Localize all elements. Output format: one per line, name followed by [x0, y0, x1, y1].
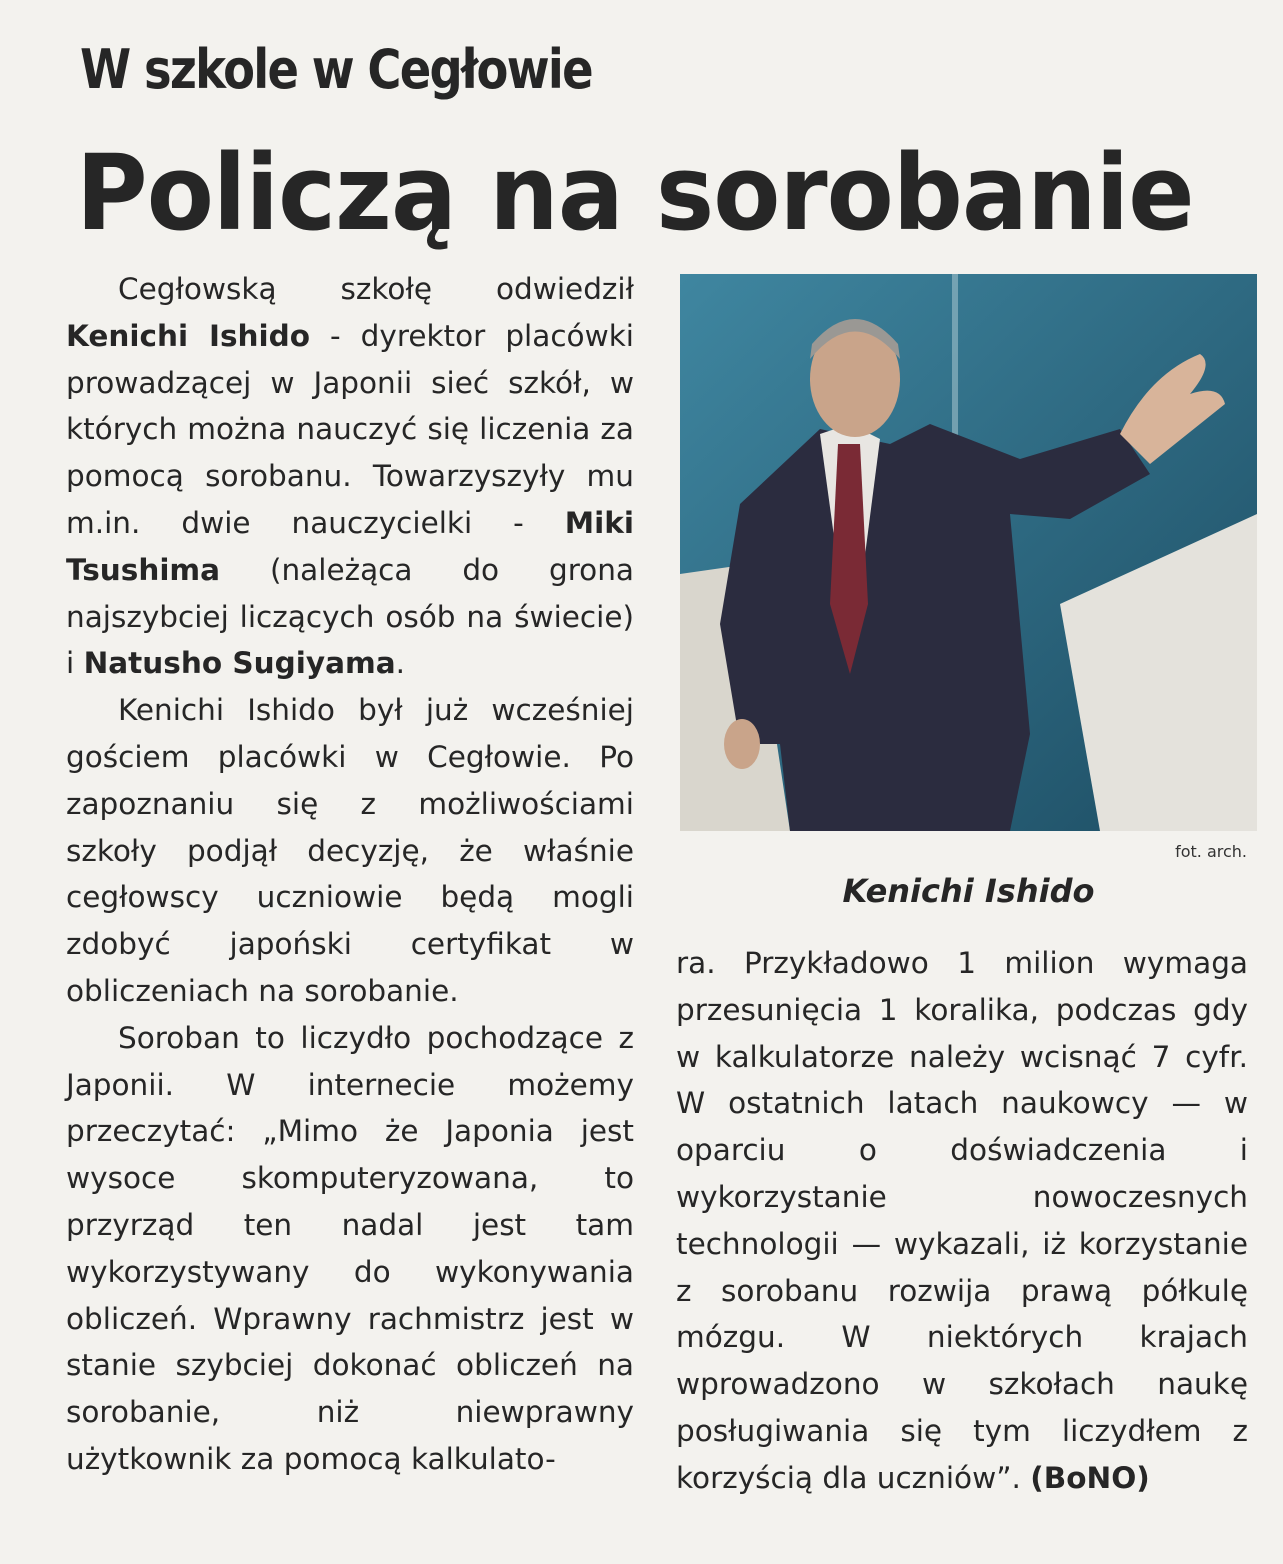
article-photo [680, 274, 1257, 831]
p1-text-c: (należąca do grona najszybciej liczących osób na świecie) i [66, 552, 634, 681]
p1-text-b: - dyrektor placówki prowadzącej w Japonii sieć szkół, w których można nauczyć się liczenia za pomocą sorobanu. Towarzyszyły mu m.in. dwie nauczycielki - [66, 318, 634, 540]
person-name-tsushima: Miki Tsushima [66, 505, 634, 587]
paragraph-3: Soroban to liczydło pochodzące z Japonii. W internecie możemy przeczytać: „Mimo że Japonia jest wysoce skomputeryzowana, to przyrząd ten nadal jest tam wykorzystywany do wykonywania obliczeń. Wprawny rachmistrz jest w stanie szybciej dokonać obliczeń na sorobanie, niż niewprawny użytkownik za pomocą kalkulato- [66, 1020, 634, 1476]
p1-text-d: . [395, 646, 406, 681]
byline: (BoNO) [1030, 1460, 1150, 1495]
photo-illustration [680, 274, 1257, 831]
paragraph-4 [676, 940, 1248, 1502]
article-headline: Policzą na sorobanie [76, 132, 1194, 254]
person-name-sugiyama: Natusho Sugiyama [83, 646, 396, 681]
article-kicker: W szkole w Cegłowie [80, 38, 592, 101]
text-column-left [66, 266, 634, 1483]
photo-credit: fot. arch. [1175, 842, 1247, 861]
p4-text: ra. Przykładowo 1 milion wymaga przesunięcia 1 koralika, podczas gdy w kalkulatorze należy wcisnąć 7 cyfr. W ostatnich latach naukowcy — w oparciu o doświadczenia i wykorzystanie nowoczesnych technologii — wykazali, iż korzystanie z sorobanu rozwija prawą półkulę mózgu. W niektórych krajach wprowadzono w szkołach naukę posługiwania się tym liczydłem z korzyścią dla uczniów”. [676, 946, 1248, 1495]
p1-text-a: Cegłowską szkołę odwiedził [118, 272, 634, 306]
person-name-ishido: Kenichi Ishido [66, 318, 310, 353]
paragraph-2: Kenichi Ishido był już wcześniej gościem placówki w Cegłowie. Po zapoznaniu się z możliwościami szkoły podjął decyzję, że właśnie cegłowscy uczniowie będą mogli zdobyć japoński certyfikat w obliczeniach na sorobanie. [66, 693, 634, 1008]
photo-caption: Kenichi Ishido [842, 872, 1095, 910]
text-column-right [676, 940, 1248, 1502]
left-hand [724, 719, 760, 769]
paragraph-1 [66, 266, 634, 687]
